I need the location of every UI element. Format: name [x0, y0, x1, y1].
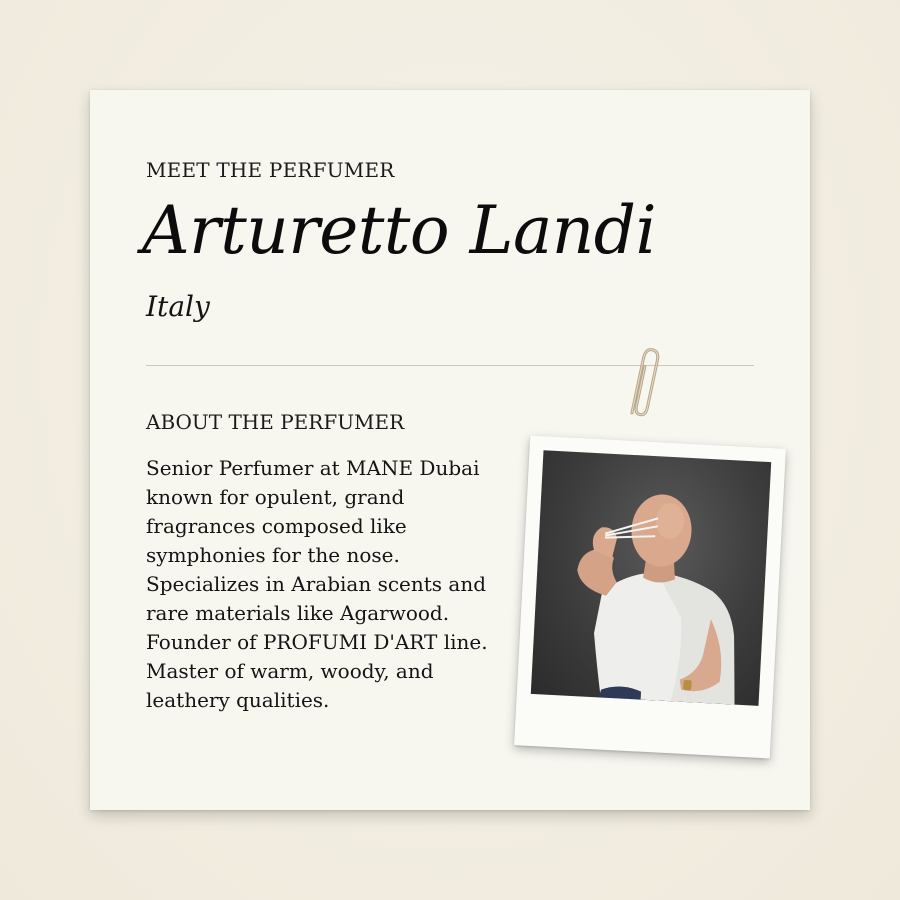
portrait-illustration [531, 450, 771, 706]
bio-line: rare materials like Agarwood. [146, 601, 450, 625]
eyebrow-label: MEET THE PERFUMER [146, 158, 395, 182]
bio-line: Founder of PROFUMI D'ART line. [146, 630, 488, 654]
bio-line: Senior Perfumer at MANE Dubai [146, 456, 480, 480]
perfumer-card [90, 90, 810, 810]
bio-line: known for opulent, grand [146, 485, 405, 509]
bio-line: symphonies for the nose. [146, 543, 400, 567]
bio-line: fragrances composed like [146, 514, 407, 538]
bio-line: Master of warm, woody, and [146, 659, 434, 683]
perfumer-name: Arturetto Landi [142, 192, 657, 269]
about-bio [146, 454, 516, 715]
polaroid-photo [514, 436, 786, 759]
perfumer-country: Italy [146, 290, 210, 323]
perfumer-portrait-image [531, 450, 771, 706]
bio-line: leathery qualities. [146, 688, 330, 712]
bio-line: Specializes in Arabian scents and [146, 572, 487, 596]
about-title: ABOUT THE PERFUMER [146, 410, 405, 434]
